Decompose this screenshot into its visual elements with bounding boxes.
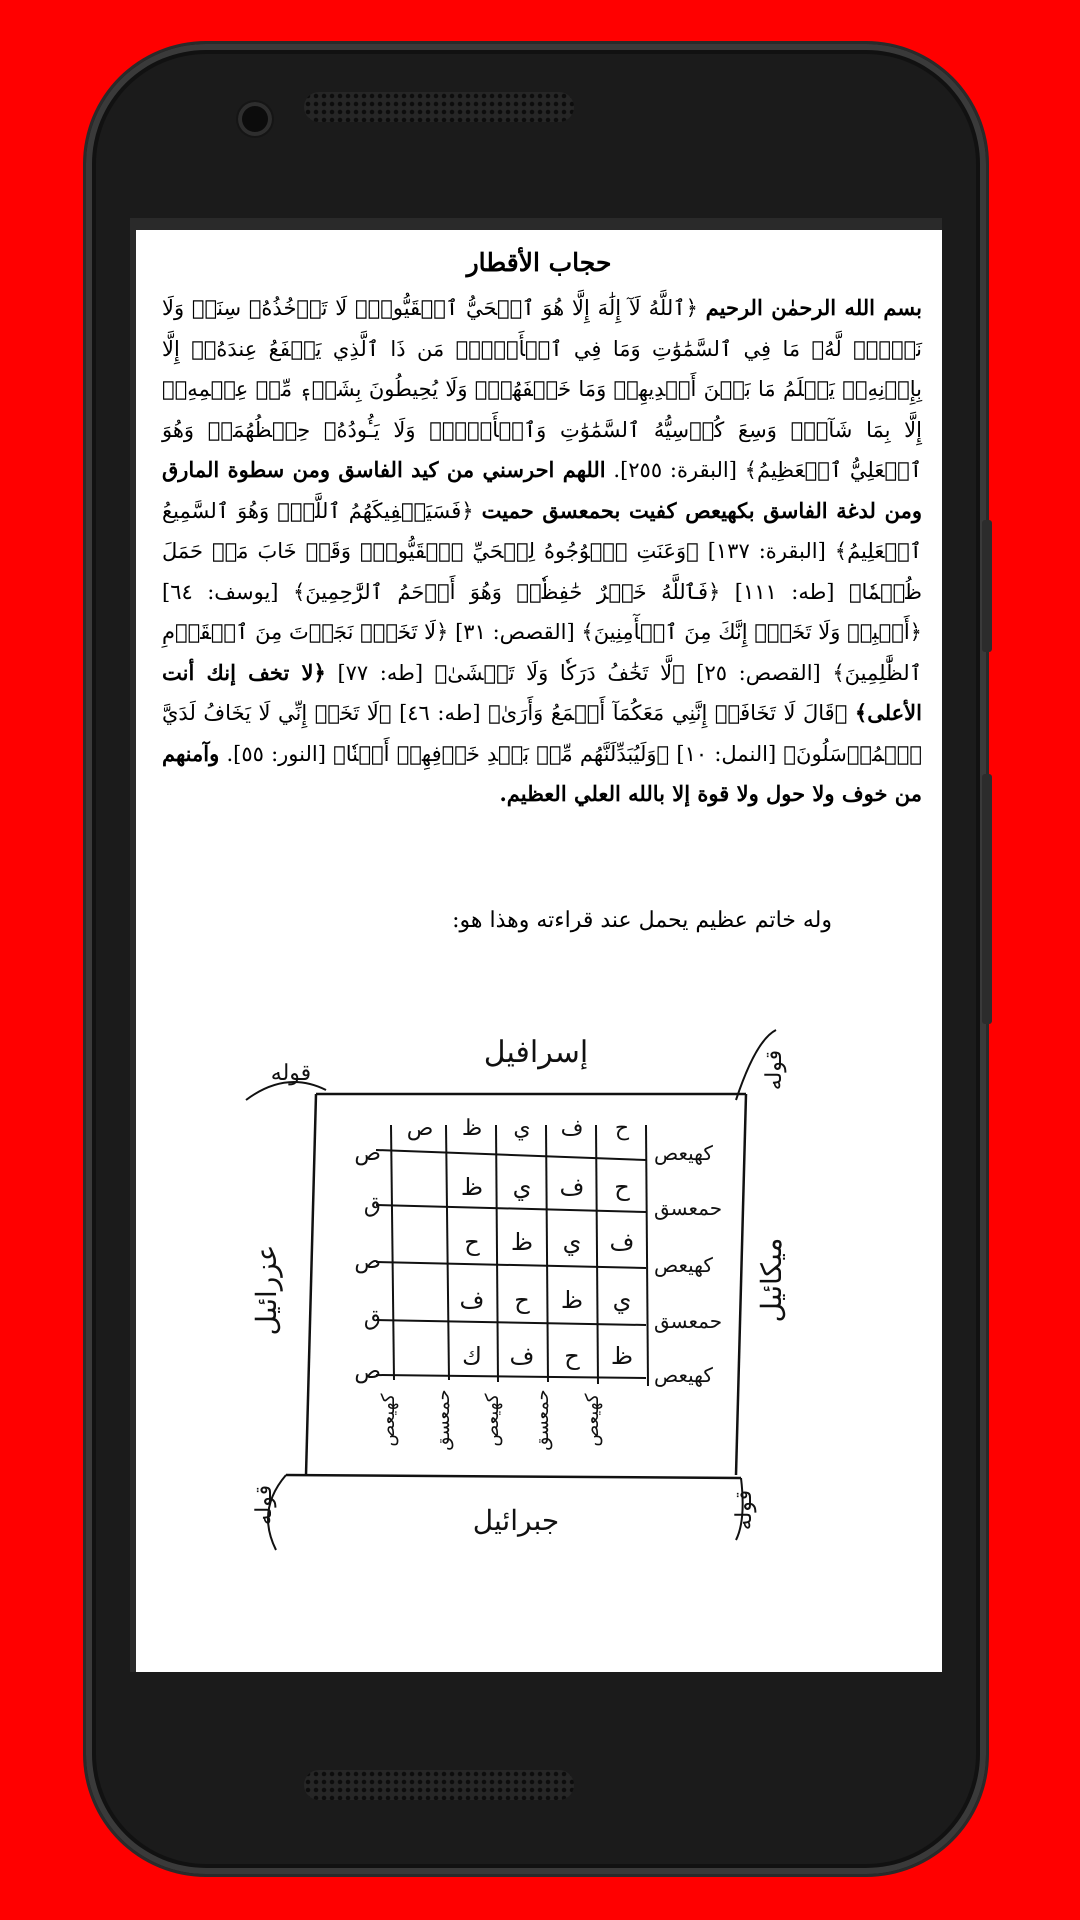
- grid-cell: ك: [462, 1342, 482, 1370]
- grid-cell: ح: [514, 1286, 530, 1314]
- bottom-speaker-grille: [304, 1770, 574, 1800]
- grid-cell: ي: [612, 1286, 632, 1314]
- document-text: [162, 288, 922, 815]
- bottom-label: كهيعص: [582, 1393, 603, 1447]
- grid-cell: ظ: [510, 1228, 534, 1256]
- grid-cell: ظ: [460, 1173, 484, 1201]
- row-label-left: ق: [363, 1193, 381, 1218]
- row-label-right: حمعسق: [654, 1196, 723, 1220]
- grid-cell: ظ: [610, 1342, 634, 1370]
- bottom-label: كهيعص: [378, 1393, 399, 1447]
- grid-cell: ح: [614, 1173, 630, 1201]
- column-head: ف: [560, 1116, 584, 1141]
- row-label-right: كهيعص: [654, 1141, 713, 1165]
- volume-button: [982, 520, 992, 652]
- grid-cell: ف: [509, 1342, 535, 1370]
- bottom-label: حمعسق: [532, 1389, 553, 1451]
- basmala-text: بسم الله الرحمٰن الرحيم: [705, 295, 922, 320]
- grid-cell: ح: [564, 1342, 580, 1370]
- grid-cell: ي: [512, 1173, 532, 1201]
- row-label-left: ص: [354, 1359, 381, 1384]
- verse-highlight-text: ﴿لا تخف إنك أنت الأعلى﴾: [162, 659, 922, 725]
- column-head: ح: [614, 1116, 630, 1141]
- talisman-corner-bottom-right: قوله: [732, 1489, 757, 1531]
- row-label-left: ص: [354, 1249, 381, 1274]
- row-label-right: حمعسق: [654, 1309, 723, 1333]
- grid-cell: ح: [464, 1228, 480, 1256]
- row-label-right: كهيعص: [654, 1363, 713, 1387]
- grid-cell: ف: [559, 1173, 585, 1201]
- grid-cell: ي: [562, 1228, 582, 1256]
- bottom-label: كهيعص: [482, 1393, 503, 1447]
- grid-cell: ف: [459, 1286, 485, 1314]
- row-label-right: كهيعص: [654, 1253, 713, 1277]
- talisman-bottom-label: جبرائيل: [472, 1504, 560, 1537]
- bottom-label: حمعسق: [433, 1389, 454, 1451]
- top-speaker-grille: [304, 92, 574, 122]
- document-page[interactable]: [136, 230, 942, 1672]
- column-head: ي: [513, 1116, 531, 1141]
- talisman-corner-bottom-left: قوله: [252, 1484, 277, 1526]
- talisman-caption: وله خاتم عظيم يحمل عند قراءته وهذا هو:: [452, 908, 832, 933]
- ayat-al-kursi-text: ﴿ٱللَّهُ لَآ إِلَٰهَ إِلَّا هُوَ ٱلۡحَيُّ ٱلۡقَيُّومُۚ لَا تَأۡخُذُهُۥ سِنَةٞ وَلَا نَوۡمٞۚ لَّهُۥ مَا فِي ٱلسَّمَٰوَٰتِ وَمَا فِي ٱلۡأَرۡضِۗ مَن ذَا ٱلَّذِي يَشۡفَعُ عِندَهُۥٓ إِلَّا بِإِذۡنِهِۦۚ يَعۡلَمُ مَا بَيۡنَ أَيۡدِيهِمۡ وَمَا خَلۡفَهُمۡۖ وَلَا يُحِيطُونَ بِشَيۡءٖ مِّنۡ عِلۡمِهِۦٓ إِلَّا بِمَا شَآءَۚ وَسِعَ كُرۡسِيُّهُ ٱلسَّمَٰوَٰتِ وَٱلۡأَرۡضَۖ وَلَا يَـُٔودُهُۥ حِفۡظُهُمَاۚ وَهُوَ ٱلۡعَلِيُّ ٱلۡعَظِيمُ﴾ [البقرة: ٢٥٥].: [162, 296, 922, 482]
- talisman-top-label: إسرافيل: [483, 1035, 589, 1070]
- grid-cell: ظ: [560, 1286, 584, 1314]
- talisman-left-label: عزرائيل: [250, 1244, 283, 1336]
- talisman-corner-top-left: قوله: [270, 1061, 312, 1086]
- closing-text: وآمنهم من خوف ولا حول ولا قوة إلا بالله العلي العظيم.: [162, 740, 922, 806]
- power-button: [982, 774, 992, 1024]
- page-title: حجاب الأقطار: [466, 248, 612, 277]
- row-label-left: ق: [363, 1306, 381, 1331]
- prayer-text: اللهم احرسني من كيد الفاسق ومن سطوة المارق ومن لدغة الفاسق بكهيعص كفيت بحمعسق حميت: [162, 457, 922, 523]
- verses-text: ﴿فَسَيَكۡفِيكَهُمُ ٱللَّهُۚ وَهُوَ ٱلسَّمِيعُ ٱلۡعَلِيمُ﴾ [البقرة: ١٣٧] ﴿وَعَنَتِ ٱلۡوُجُوهُ لِلۡحَيِّ ٱلۡقَيُّومِۖ وَقَدۡ خَابَ مَنۡ حَمَلَ ظُلۡمٗا﴾ [طه: ١١١] ﴿فَٱللَّهُ خَيۡرٌ حَٰفِظٗاۖ وَهُوَ أَرۡحَمُ ٱلرَّٰحِمِينَ﴾ [يوسف: ٦٤] ﴿أَقۡبِلۡ وَلَا تَخَفۡۖ إِنَّكَ مِنَ ٱلۡأٓمِنِينَ﴾ [القصص: ٣١] ﴿لَا تَخَفۡۖ نَجَوۡتَ مِنَ ٱلۡقَوۡمِ ٱلظَّٰلِمِينَ﴾ [القصص: ٢٥] ﴿لَّا تَخَٰفُ دَرَكٗا وَلَا تَخۡشَىٰ﴾ [طه: ٧٧]: [162, 498, 922, 685]
- front-camera-icon: [238, 102, 272, 136]
- grid-cell: ف: [609, 1228, 635, 1256]
- talisman-right-label: ميكائيل: [755, 1237, 788, 1323]
- row-label-left: ص: [354, 1141, 381, 1166]
- verses-text-2: ﴿قَالَ لَا تَخَافَآۖ إِنَّنِي مَعَكُمَآ أَسۡمَعُ وَأَرَىٰ﴾ [طه: ٤٦] ﴿لَا تَخَفۡ إِنِّي لَا يَخَافُ لَدَيَّ ٱلۡمُرۡسَلُونَ﴾ [النمل: ١٠] ﴿وَلَيُبَدِّلَنَّهُم مِّنۢ بَعۡدِ خَوۡفِهِمۡ أَمۡنٗا﴾ [النور: ٥٥].: [162, 701, 922, 766]
- talisman-drawing: [136, 950, 942, 1670]
- column-head: ص: [406, 1116, 434, 1141]
- talisman-corner-top-right: قوله: [762, 1049, 787, 1091]
- column-head: ظ: [461, 1116, 483, 1141]
